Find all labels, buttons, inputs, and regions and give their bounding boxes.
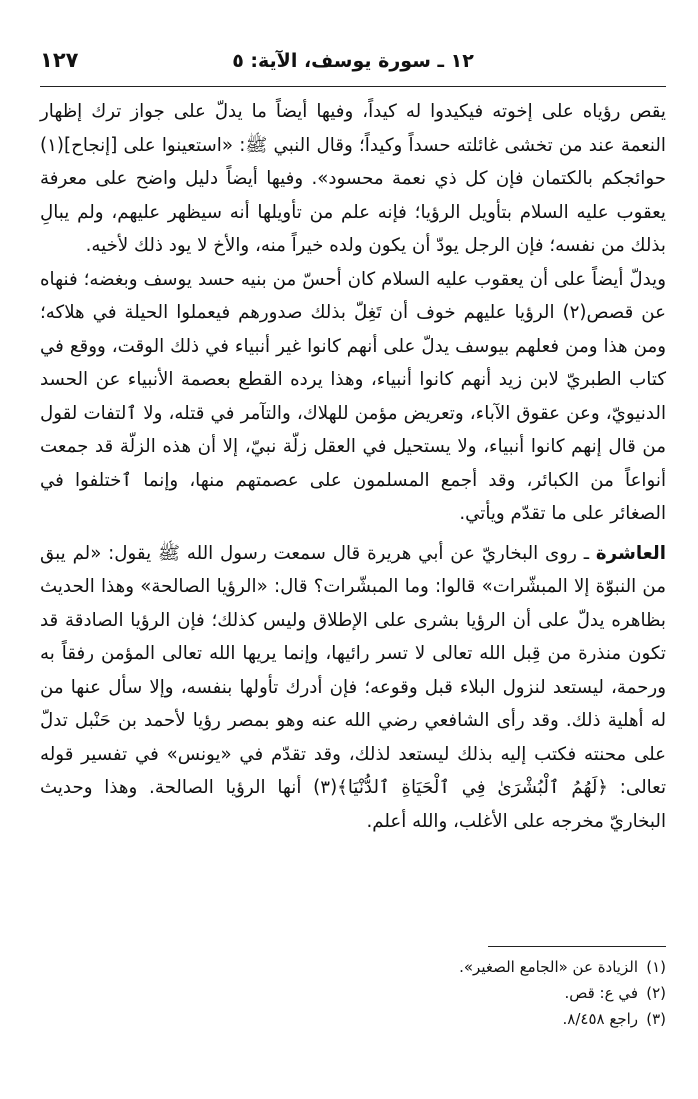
footnote [40,1006,666,1032]
paragraph [40,95,666,263]
paragraph [40,537,666,839]
body-text [40,95,666,838]
footnote [40,980,666,1006]
footnote-divider [488,946,666,947]
footnote-text: راجع ٨/٤٥٨. [562,1010,638,1028]
paragraph-text: ويدلّ أيضاً على أن يعقوب عليه السلام كان أحسّ من بنيه حسد يوسف وبغضه؛ فنهاه عن قصص(٢) الرؤيا عليهم خوف أن تَغِلّ بذلك صدورهم فيعملوا الحيلة في هلاكه؛ ومن هذا ومن فعلهم بيوسف يدلّ على أنهم كانوا غير أنبياء في ذلك الوقت، ووقع في كتاب الطبريّ لابن زيد أنهم كانوا أنبياء، وهذا يرده القطع بعصمة الأنبياء عن الحسد الدنيويّ، وعن عقوق الآباء، وتعريض مؤمن للهلاك، والتآمر في قتله، ولا ٱلتفات لقول من قال إنهم كانوا أنبياء، ولا يستحيل في العقل زلّة نبيّ، إلا أن هذه الزلّة قد جمعت أنواعاً من الكبائر، وقد أجمع المسلمون على عصمتهم منها، وإنما ٱختلفوا في الصغائر على ما تقدّم ويأتي. [40,268,666,524]
section-heading: العاشرة [595,542,666,564]
paragraph-text: ـ روى البخاريّ عن أبي هريرة قال سمعت رسول الله ﷺ يقول: «لم يبق من النبوّة إلا المبشّرات» قالوا: وما المبشّرات؟ قال: «الرؤيا الصالحة» وهذا الحديث بظاهره يدلّ على أن الرؤيا بشرى على الإطلاق وليس كذلك؛ فإن الرؤيا الصادقة قد تكون منذرة من قِبل الله تعالى لا تسر رائيها، وإنما يريها الله تعالى المؤمن رفقاً به ورحمة، ليستعد لنزول البلاء قبل وقوعه؛ فإن أدرك تأولها بنفسه، وإلا سأل عنها من له أهلية ذلك. وقد رأى الشافعي رضي الله عنه وهو بمصر رؤيا لأحمد بن حَنْبل تدلّ على محنته فكتب إليه بذلك ليستعد لذلك، وقد تقدّم في «يونس» في تفسير قوله تعالى: ﴿لَهُمُ ٱلْبُشْرَىٰ فِي ٱلْحَيَاةِ ٱلدُّنْيَا﴾(٣) أنها الرؤيا الصالحة. وهذا وحديث البخاريّ مخرجه على الأغلب، والله أعلم. [40,542,667,832]
page-header [40,44,666,87]
footnotes [40,954,666,1032]
footnote-text: في ع: قص. [564,984,638,1002]
footnote-number: (٢) [646,984,666,1002]
page-number: ١٢٧ [40,48,79,72]
running-header-title: ١٢ ـ سورة يوسف، الآية: ٥ [232,50,474,72]
footnote-number: (٣) [646,1010,666,1028]
paragraph-text: يقص رؤياه على إخوته فيكيدوا له كيداً، وفيها أيضاً ما يدلّ على جواز ترك إظهار النعمة عند من تخشى غائلته حسداً وكيداً؛ وقال النبي ﷺ: «استعينوا على [إنجاح](١) حوائجكم بالكتمان فإن كل ذي نعمة محسود». وفيها أيضاً دليل واضح على معرفة يعقوب عليه السلام بتأويل الرؤيا؛ فإنه علم من تأويلها أنه سيظهر عليهم، ولم يبالِ بذلك من نفسه؛ فإن الرجل يودّ أن يكون ولده خيراً منه، والأخ لا يود ذلك لأخيه. [40,101,666,256]
footnote-text: الزيادة عن «الجامع الصغير». [459,958,638,976]
footnote-number: (١) [646,958,666,976]
document-page [40,44,666,1074]
paragraph [40,263,666,531]
footnote [40,954,666,980]
